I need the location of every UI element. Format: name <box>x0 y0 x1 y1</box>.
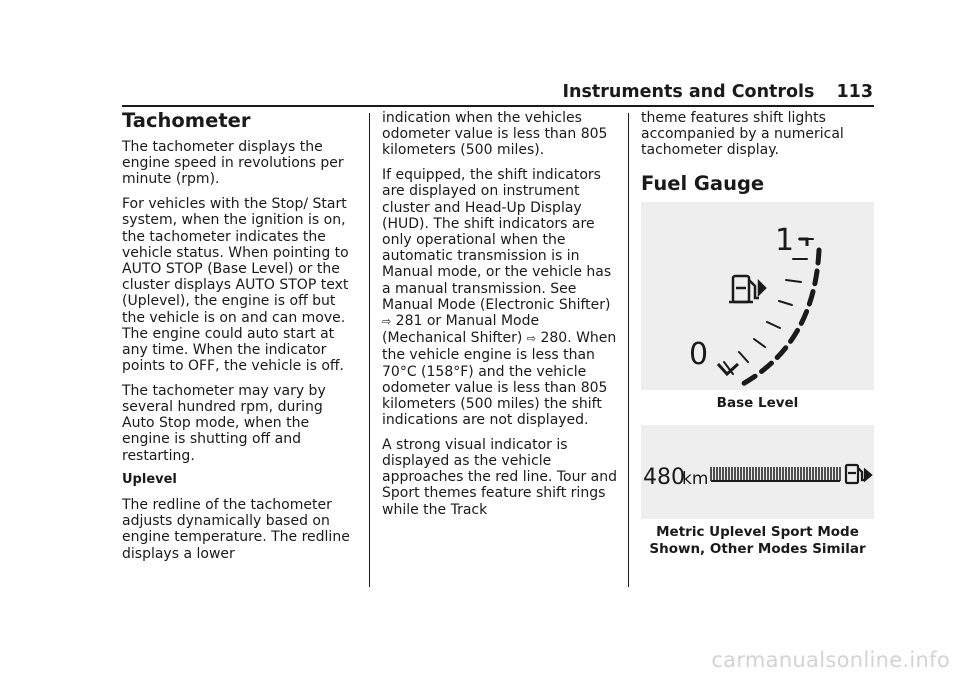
tachometer-heading: Tachometer <box>122 109 251 132</box>
paragraph: indication when the vehicles odometer value is less than 805 kilometers (500 miles). <box>382 110 608 159</box>
page-ref-arrow-icon: ⇨ <box>526 332 537 346</box>
paragraph: The tachometer displays the engine speed in revolutions per minute (rpm). <box>122 139 344 188</box>
full-label: 1 <box>775 222 795 258</box>
paragraph <box>382 167 618 428</box>
page-ref-link[interactable]: 281 or <box>395 312 442 329</box>
range-value: 480 <box>643 465 685 491</box>
column-3 <box>641 110 879 557</box>
gauge-ticks <box>724 239 813 374</box>
gauge-tick <box>767 322 780 328</box>
paragraph-text: Manual Mode (Mechanical Shifter) <box>382 312 540 347</box>
column-1 <box>122 110 358 570</box>
paragraph: For vehicles with the Stop/ Start system, when the ignition is on, the tachometer indicates the vehicle status. When pointing to AUTO STOP (Base Level) or the cluster displays AUTO STOP text (Uplevel), the engine is off but the vehicle is on and can move. The engine could auto start at any time. When the indicator points to OFF, the vehicle is off. <box>122 196 349 375</box>
page-ref-link[interactable]: 280. When the vehicle engine is less than 70°C (158°F) and the vehicle odometer value is less than 805 kilometers (500 miles) the shift indications are not displayed. <box>382 330 617 429</box>
figure-caption: Base Level <box>716 394 799 411</box>
watermark <box>0 648 960 672</box>
gauge-arc <box>741 250 819 385</box>
paragraph: The redline of the tachometer adjusts dynamically based on engine temperature. The redline displays a lower <box>122 497 350 562</box>
page-number: 113 <box>836 82 873 102</box>
gauge-full-marker <box>799 239 807 246</box>
gauge-tick <box>754 339 765 347</box>
fuel-gauge-uplevel-figure <box>641 425 874 519</box>
section-title: Instruments and Controls <box>562 82 815 102</box>
header-rule <box>122 105 874 107</box>
empty-label: 0 <box>689 336 709 372</box>
page-header <box>0 82 873 102</box>
watermark-text: carmanualsonline.info <box>711 648 950 672</box>
fuel-gauge-base-figure <box>641 202 874 390</box>
fuel-bar-display <box>641 425 874 519</box>
paragraph: The tachometer may vary by several hundred rpm, during Auto Stop mode, when the engine is shutting off and restarting. <box>122 382 326 464</box>
fuel-pump-icon <box>846 465 871 483</box>
uplevel-subheading: Uplevel <box>122 472 177 488</box>
fuel-level-bar <box>711 467 840 481</box>
paragraph-text: If equipped, the shift indicators are displayed on instrument cluster and Head-Up Display (HUD). The shift indicators are only operational when the automatic transmission is in Manual mode, or the vehicle has a manual transmission. See Manual Mode (Electronic Shifter) <box>382 167 612 313</box>
paragraph: A strong visual indicator is displayed as the vehicle approaches the red line. Tour and Sport themes feature shift rings while the Track <box>382 436 618 518</box>
figure-caption: Metric Uplevel Sport Mode Shown, Other Modes Similar <box>649 524 866 557</box>
column-divider <box>628 113 629 587</box>
page-ref-arrow-icon: ⇨ <box>382 314 392 328</box>
column-2 <box>382 110 618 526</box>
column-divider <box>369 113 370 587</box>
gauge-tick <box>786 280 801 282</box>
fuel-gauge-dial <box>641 202 874 390</box>
range-unit: km <box>682 469 709 490</box>
fuel-pump-icon <box>729 276 765 302</box>
gauge-tick <box>739 352 748 362</box>
fuel-gauge-heading: Fuel Gauge <box>641 171 765 195</box>
paragraph: theme features shift lights accompanied by a numerical tachometer display. <box>641 110 844 159</box>
gauge-tick <box>779 301 792 305</box>
